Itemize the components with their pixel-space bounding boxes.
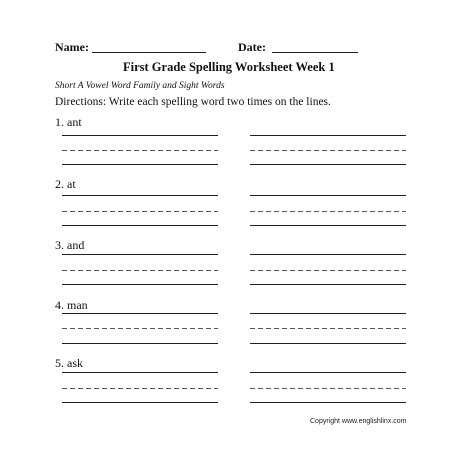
date-line[interactable]	[272, 52, 358, 53]
word-text: and	[67, 238, 85, 252]
writing-line-base[interactable]	[62, 164, 218, 165]
writing-line-top[interactable]	[62, 254, 218, 255]
word-item-2	[55, 177, 76, 191]
worksheet-title: First Grade Spelling Worksheet Week 1	[123, 60, 335, 74]
writing-line-top[interactable]	[62, 135, 218, 136]
directions-text: Directions: Write each spelling word two times on the lines.	[55, 96, 331, 108]
writing-line-mid	[250, 211, 406, 212]
worksheet-subtitle: Short A Vowel Word Family and Sight Words	[55, 81, 225, 91]
writing-line-base[interactable]	[250, 402, 406, 403]
word-number: 1.	[55, 115, 64, 129]
writing-line-top[interactable]	[250, 135, 406, 136]
writing-line-base[interactable]	[250, 225, 406, 226]
word-number: 5.	[55, 356, 64, 370]
name-label: Name:	[55, 40, 89, 54]
writing-line-top[interactable]	[250, 195, 406, 196]
writing-line-mid	[62, 270, 218, 271]
writing-line-top[interactable]	[250, 313, 406, 314]
word-text: man	[67, 298, 88, 312]
writing-line-base[interactable]	[250, 284, 406, 285]
writing-line-mid	[62, 211, 218, 212]
writing-line-top[interactable]	[62, 195, 218, 196]
word-item-3	[55, 238, 84, 252]
writing-line-base[interactable]	[250, 164, 406, 165]
writing-line-top[interactable]	[62, 372, 218, 373]
word-item-1	[55, 115, 82, 129]
writing-line-base[interactable]	[62, 284, 218, 285]
word-text: ask	[67, 356, 83, 370]
copyright-notice: Copyright www.englishlinx.com	[310, 418, 407, 425]
date-label: Date:	[238, 40, 266, 54]
writing-line-top[interactable]	[250, 254, 406, 255]
writing-line-mid	[62, 328, 218, 329]
writing-line-top[interactable]	[250, 372, 406, 373]
writing-line-mid	[250, 328, 406, 329]
writing-line-base[interactable]	[250, 343, 406, 344]
word-text: at	[67, 177, 76, 191]
word-number: 2.	[55, 177, 64, 191]
writing-line-mid	[250, 388, 406, 389]
word-number: 4.	[55, 298, 64, 312]
writing-line-mid	[250, 270, 406, 271]
writing-line-top[interactable]	[62, 313, 218, 314]
word-number: 3.	[55, 238, 64, 252]
writing-line-mid	[62, 388, 218, 389]
name-line[interactable]	[92, 52, 206, 53]
writing-line-mid	[250, 150, 406, 151]
word-text: ant	[67, 115, 82, 129]
writing-line-base[interactable]	[62, 343, 218, 344]
writing-line-base[interactable]	[62, 402, 218, 403]
writing-line-base[interactable]	[62, 225, 218, 226]
word-item-4	[55, 298, 88, 312]
writing-line-mid	[62, 150, 218, 151]
word-item-5	[55, 356, 83, 370]
